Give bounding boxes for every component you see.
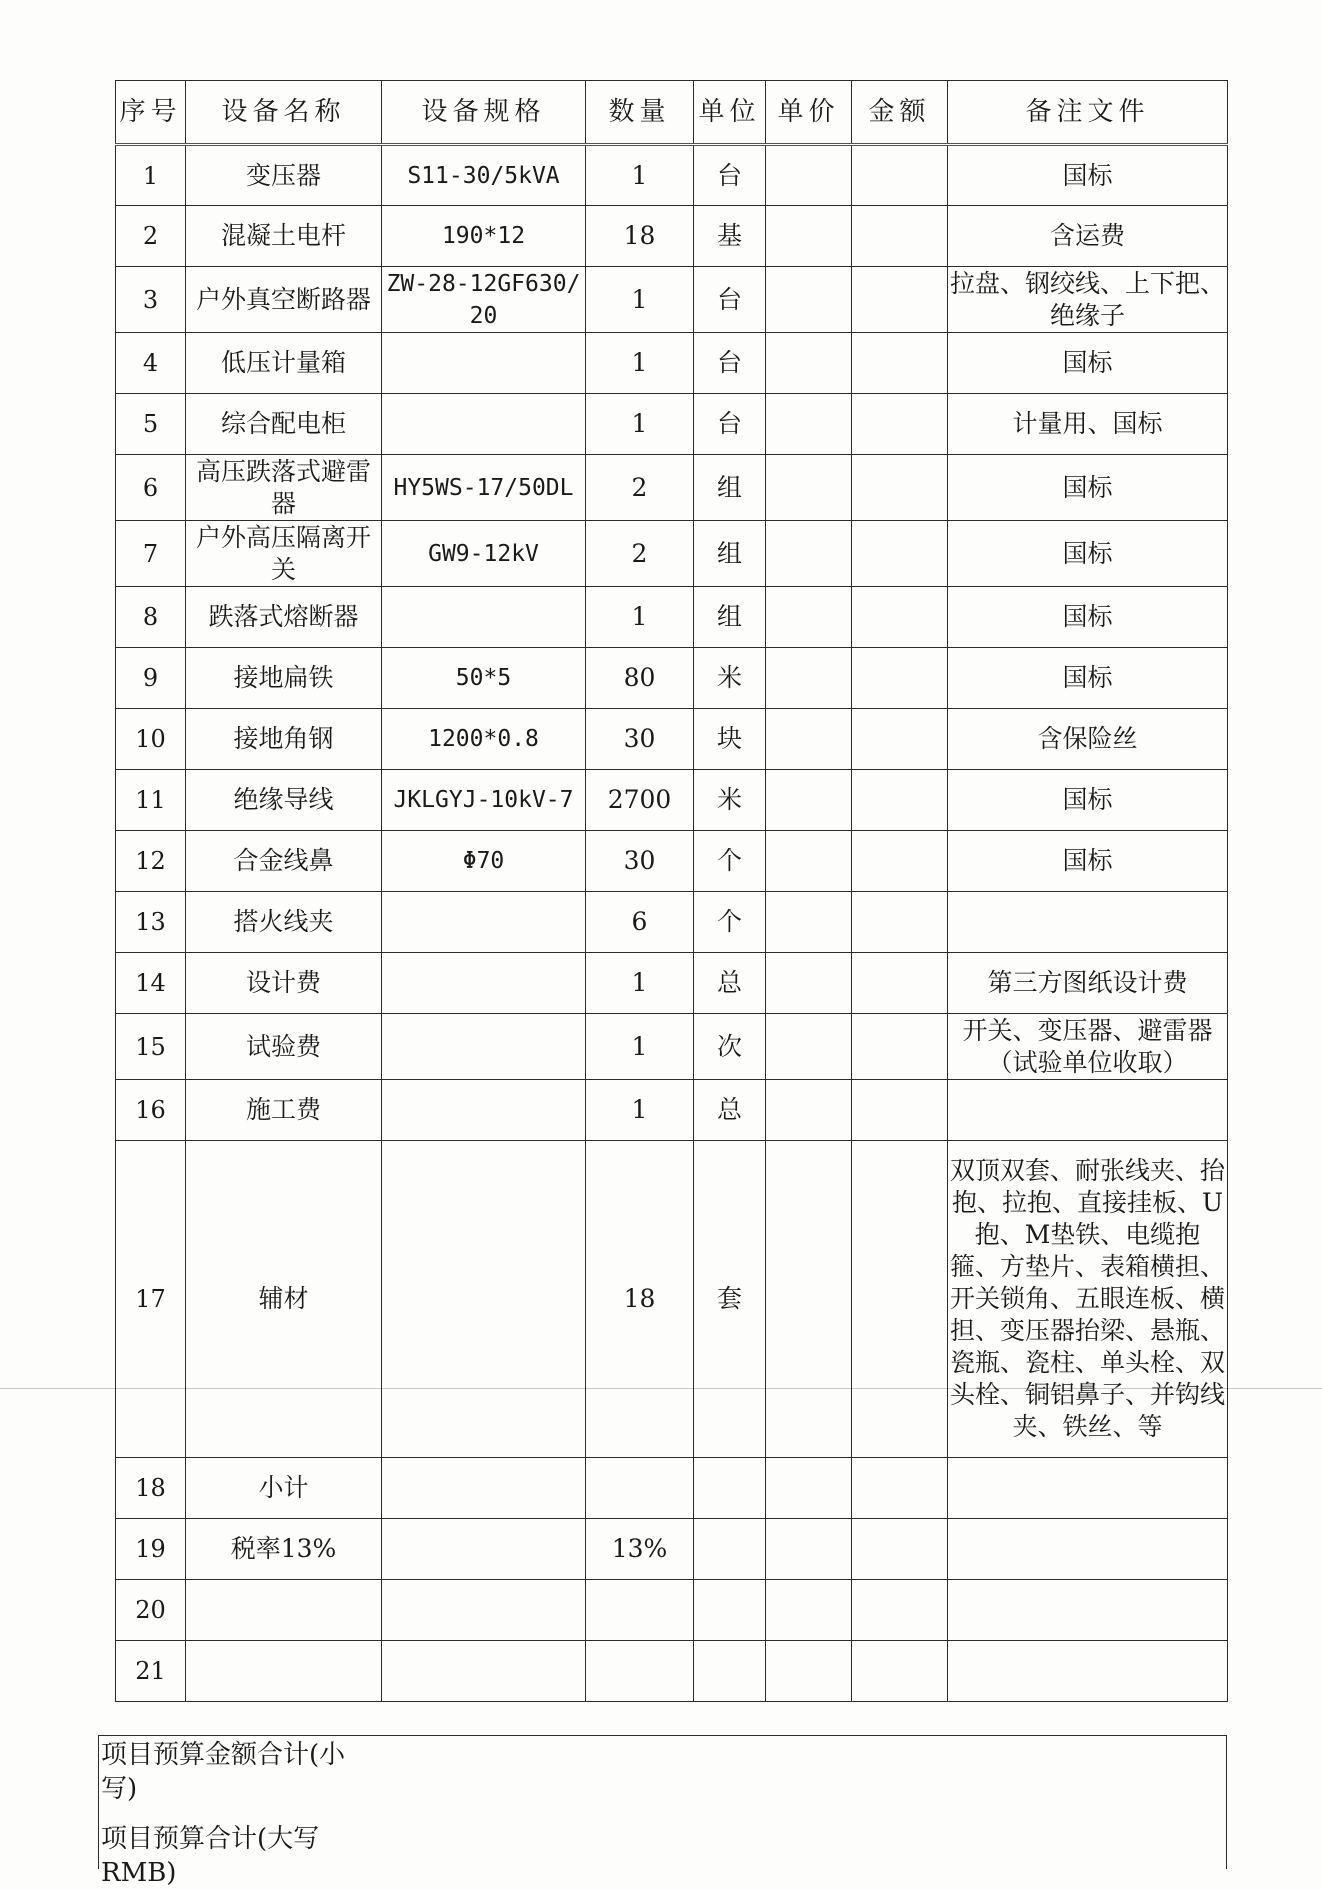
cell-seq: 2 xyxy=(116,206,186,267)
cell-qty: 6 xyxy=(586,892,694,953)
cell-price xyxy=(766,1641,852,1702)
cell-note: 双顶双套、耐张线夹、抬抱、拉抱、直接挂板、U抱、M垫铁、电缆抱箍、方垫片、表箱横担、开关锁角、五眼连板、横担、变压器抬梁、悬瓶、瓷瓶、瓷柱、单头栓、双头栓、铜铝鼻子、并钩线夹、铁丝、等 xyxy=(948,1141,1228,1458)
table-row xyxy=(116,1141,1228,1458)
cell-qty: 1 xyxy=(586,1014,694,1080)
table-row xyxy=(116,587,1228,648)
cell-qty: 1 xyxy=(586,953,694,1014)
cell-qty: 30 xyxy=(586,831,694,892)
cell-price xyxy=(766,1458,852,1519)
table-row xyxy=(116,770,1228,831)
cell-seq: 20 xyxy=(116,1580,186,1641)
cell-price xyxy=(766,953,852,1014)
cell-price xyxy=(766,267,852,333)
cell-qty: 80 xyxy=(586,648,694,709)
cell-qty xyxy=(586,1641,694,1702)
cell-name: 税率13% xyxy=(186,1519,382,1580)
cell-price xyxy=(766,145,852,206)
cell-note xyxy=(948,1519,1228,1580)
cell-name: 户外真空断路器 xyxy=(186,267,382,333)
cell-unit: 台 xyxy=(694,267,766,333)
cell-seq: 18 xyxy=(116,1458,186,1519)
cell-amount xyxy=(852,709,948,770)
cell-unit: 次 xyxy=(694,1014,766,1080)
cell-amount xyxy=(852,455,948,521)
cell-note: 拉盘、钢绞线、上下把、绝缘子 xyxy=(948,267,1228,333)
cell-seq: 13 xyxy=(116,892,186,953)
table-row xyxy=(116,455,1228,521)
cell-name: 接地角钢 xyxy=(186,709,382,770)
cell-price xyxy=(766,394,852,455)
table-row xyxy=(116,831,1228,892)
cell-spec xyxy=(382,394,586,455)
total-big-label: 项目预算合计(大写RMB) xyxy=(101,1824,320,1888)
cell-amount xyxy=(852,648,948,709)
cell-note xyxy=(948,892,1228,953)
cell-amount xyxy=(852,770,948,831)
cell-unit xyxy=(694,1458,766,1519)
cell-unit: 米 xyxy=(694,648,766,709)
total-small-label: 项目预算金额合计(小写) xyxy=(101,1740,346,1804)
cell-note: 第三方图纸设计费 xyxy=(948,953,1228,1014)
cell-unit: 套 xyxy=(694,1141,766,1458)
cell-seq: 6 xyxy=(116,455,186,521)
table-row xyxy=(116,1519,1228,1580)
cell-unit: 基 xyxy=(694,206,766,267)
cell-unit: 总 xyxy=(694,953,766,1014)
cell-price xyxy=(766,648,852,709)
table-row xyxy=(116,267,1228,333)
cell-price xyxy=(766,1014,852,1080)
cell-seq: 5 xyxy=(116,394,186,455)
cell-name: 混凝土电杆 xyxy=(186,206,382,267)
table-row xyxy=(116,521,1228,587)
header-qty: 数量 xyxy=(586,81,694,145)
cell-price xyxy=(766,892,852,953)
cell-name: 变压器 xyxy=(186,145,382,206)
cell-amount xyxy=(852,1580,948,1641)
cell-qty: 18 xyxy=(586,206,694,267)
cell-seq: 7 xyxy=(116,521,186,587)
table-row xyxy=(116,206,1228,267)
cell-spec: JKLGYJ-10kV-7 xyxy=(382,770,586,831)
cell-price xyxy=(766,206,852,267)
table-row xyxy=(116,1080,1228,1141)
cell-name xyxy=(186,1641,382,1702)
table-row xyxy=(116,953,1228,1014)
cell-seq: 17 xyxy=(116,1141,186,1458)
cell-spec xyxy=(382,587,586,648)
cell-price xyxy=(766,1580,852,1641)
cell-amount xyxy=(852,1014,948,1080)
cell-spec xyxy=(382,1080,586,1141)
cell-unit: 组 xyxy=(694,587,766,648)
table-row xyxy=(116,1580,1228,1641)
cell-qty: 1 xyxy=(586,394,694,455)
cell-spec: 1200*0.8 xyxy=(382,709,586,770)
cell-seq: 19 xyxy=(116,1519,186,1580)
cell-note: 国标 xyxy=(948,587,1228,648)
header-spec: 设备规格 xyxy=(382,81,586,145)
cell-amount xyxy=(852,587,948,648)
cell-name: 搭火线夹 xyxy=(186,892,382,953)
cell-qty: 1 xyxy=(586,145,694,206)
cell-price xyxy=(766,587,852,648)
table-row xyxy=(116,709,1228,770)
cell-price xyxy=(766,831,852,892)
header-unit: 单位 xyxy=(694,81,766,145)
cell-seq: 10 xyxy=(116,709,186,770)
cell-amount xyxy=(852,1141,948,1458)
cell-seq: 12 xyxy=(116,831,186,892)
table-header-row xyxy=(116,81,1228,145)
cell-qty: 30 xyxy=(586,709,694,770)
cell-qty: 2 xyxy=(586,521,694,587)
table-row xyxy=(116,1641,1228,1702)
cell-note: 计量用、国标 xyxy=(948,394,1228,455)
cell-name: 绝缘导线 xyxy=(186,770,382,831)
cell-spec xyxy=(382,333,586,394)
cell-note xyxy=(948,1641,1228,1702)
cell-amount xyxy=(852,892,948,953)
cell-unit: 台 xyxy=(694,145,766,206)
cell-unit xyxy=(694,1641,766,1702)
table-body xyxy=(116,145,1228,1702)
equipment-budget-table xyxy=(115,80,1228,1702)
cell-seq: 11 xyxy=(116,770,186,831)
cell-unit: 米 xyxy=(694,770,766,831)
cell-spec: 50*5 xyxy=(382,648,586,709)
cell-amount xyxy=(852,267,948,333)
cell-note: 国标 xyxy=(948,521,1228,587)
cell-name: 辅材 xyxy=(186,1141,382,1458)
cell-spec: 190*12 xyxy=(382,206,586,267)
cell-seq: 15 xyxy=(116,1014,186,1080)
cell-price xyxy=(766,770,852,831)
cell-spec xyxy=(382,1014,586,1080)
table-row xyxy=(116,1458,1228,1519)
cell-qty xyxy=(586,1580,694,1641)
cell-price xyxy=(766,333,852,394)
cell-amount xyxy=(852,953,948,1014)
cell-note: 含保险丝 xyxy=(948,709,1228,770)
cell-unit: 组 xyxy=(694,521,766,587)
cell-seq: 9 xyxy=(116,648,186,709)
cell-name: 户外高压隔离开关 xyxy=(186,521,382,587)
cell-qty: 1 xyxy=(586,267,694,333)
cell-spec: GW9-12kV xyxy=(382,521,586,587)
cell-name: 试验费 xyxy=(186,1014,382,1080)
budget-sheet xyxy=(115,80,1227,1702)
cell-note: 国标 xyxy=(948,770,1228,831)
cell-note: 国标 xyxy=(948,831,1228,892)
cell-name: 低压计量箱 xyxy=(186,333,382,394)
table-row xyxy=(116,145,1228,206)
cell-name: 设计费 xyxy=(186,953,382,1014)
header-note: 备注文件 xyxy=(948,81,1228,145)
cell-note: 国标 xyxy=(948,648,1228,709)
header-amount: 金额 xyxy=(852,81,948,145)
header-name: 设备名称 xyxy=(186,81,382,145)
cell-unit xyxy=(694,1519,766,1580)
cell-spec xyxy=(382,1141,586,1458)
cell-note: 国标 xyxy=(948,333,1228,394)
cell-spec xyxy=(382,1580,586,1641)
cell-name: 合金线鼻 xyxy=(186,831,382,892)
cell-amount xyxy=(852,521,948,587)
cell-amount xyxy=(852,394,948,455)
cell-spec: ZW-28-12GF630/20 xyxy=(382,267,586,333)
cell-unit: 台 xyxy=(694,394,766,455)
cell-seq: 16 xyxy=(116,1080,186,1141)
cell-qty: 1 xyxy=(586,587,694,648)
cell-unit: 总 xyxy=(694,1080,766,1141)
cell-seq: 3 xyxy=(116,267,186,333)
cell-price xyxy=(766,709,852,770)
cell-qty: 13% xyxy=(586,1519,694,1580)
cell-amount xyxy=(852,1458,948,1519)
cell-spec xyxy=(382,1458,586,1519)
cell-note xyxy=(948,1580,1228,1641)
cell-price xyxy=(766,1080,852,1141)
header-price: 单价 xyxy=(766,81,852,145)
table-row xyxy=(116,394,1228,455)
cell-unit: 个 xyxy=(694,892,766,953)
cell-spec xyxy=(382,1519,586,1580)
cell-price xyxy=(766,455,852,521)
table-row xyxy=(116,1014,1228,1080)
cell-amount xyxy=(852,333,948,394)
cell-spec xyxy=(382,1641,586,1702)
cell-unit: 组 xyxy=(694,455,766,521)
cell-amount xyxy=(852,1519,948,1580)
cell-name: 高压跌落式避雷器 xyxy=(186,455,382,521)
cell-qty: 2700 xyxy=(586,770,694,831)
cell-spec xyxy=(382,953,586,1014)
cell-amount xyxy=(852,145,948,206)
cell-unit xyxy=(694,1580,766,1641)
cell-spec xyxy=(382,892,586,953)
cell-seq: 8 xyxy=(116,587,186,648)
cell-name: 跌落式熔断器 xyxy=(186,587,382,648)
cell-note: 开关、变压器、避雷器（试验单位收取） xyxy=(948,1014,1228,1080)
cell-note xyxy=(948,1080,1228,1141)
cell-qty: 1 xyxy=(586,333,694,394)
cell-note: 含运费 xyxy=(948,206,1228,267)
cell-unit: 台 xyxy=(694,333,766,394)
cell-note: 国标 xyxy=(948,455,1228,521)
table-row xyxy=(116,892,1228,953)
cell-price xyxy=(766,1519,852,1580)
cell-qty: 18 xyxy=(586,1141,694,1458)
table-row xyxy=(116,333,1228,394)
cell-seq: 1 xyxy=(116,145,186,206)
cell-amount xyxy=(852,1080,948,1141)
cell-seq: 14 xyxy=(116,953,186,1014)
cell-amount xyxy=(852,206,948,267)
cell-amount xyxy=(852,1641,948,1702)
budget-footer xyxy=(98,1735,1227,1888)
cell-amount xyxy=(852,831,948,892)
cell-note: 国标 xyxy=(948,145,1228,206)
cell-price xyxy=(766,521,852,587)
cell-name: 施工费 xyxy=(186,1080,382,1141)
cell-name: 接地扁铁 xyxy=(186,648,382,709)
cell-unit: 块 xyxy=(694,709,766,770)
cell-spec: Φ70 xyxy=(382,831,586,892)
cell-price xyxy=(766,1141,852,1458)
table-row xyxy=(116,648,1228,709)
cell-spec: S11-30/5kVA xyxy=(382,145,586,206)
cell-name: 小计 xyxy=(186,1458,382,1519)
header-seq: 序号 xyxy=(116,81,186,145)
cell-qty: 1 xyxy=(586,1080,694,1141)
cell-spec: HY5WS-17/50DL xyxy=(382,455,586,521)
cell-note xyxy=(948,1458,1228,1519)
cell-qty xyxy=(586,1458,694,1519)
cell-unit: 个 xyxy=(694,831,766,892)
cell-name: 综合配电柜 xyxy=(186,394,382,455)
cell-qty: 2 xyxy=(586,455,694,521)
cell-name xyxy=(186,1580,382,1641)
cell-seq: 21 xyxy=(116,1641,186,1702)
cell-seq: 4 xyxy=(116,333,186,394)
